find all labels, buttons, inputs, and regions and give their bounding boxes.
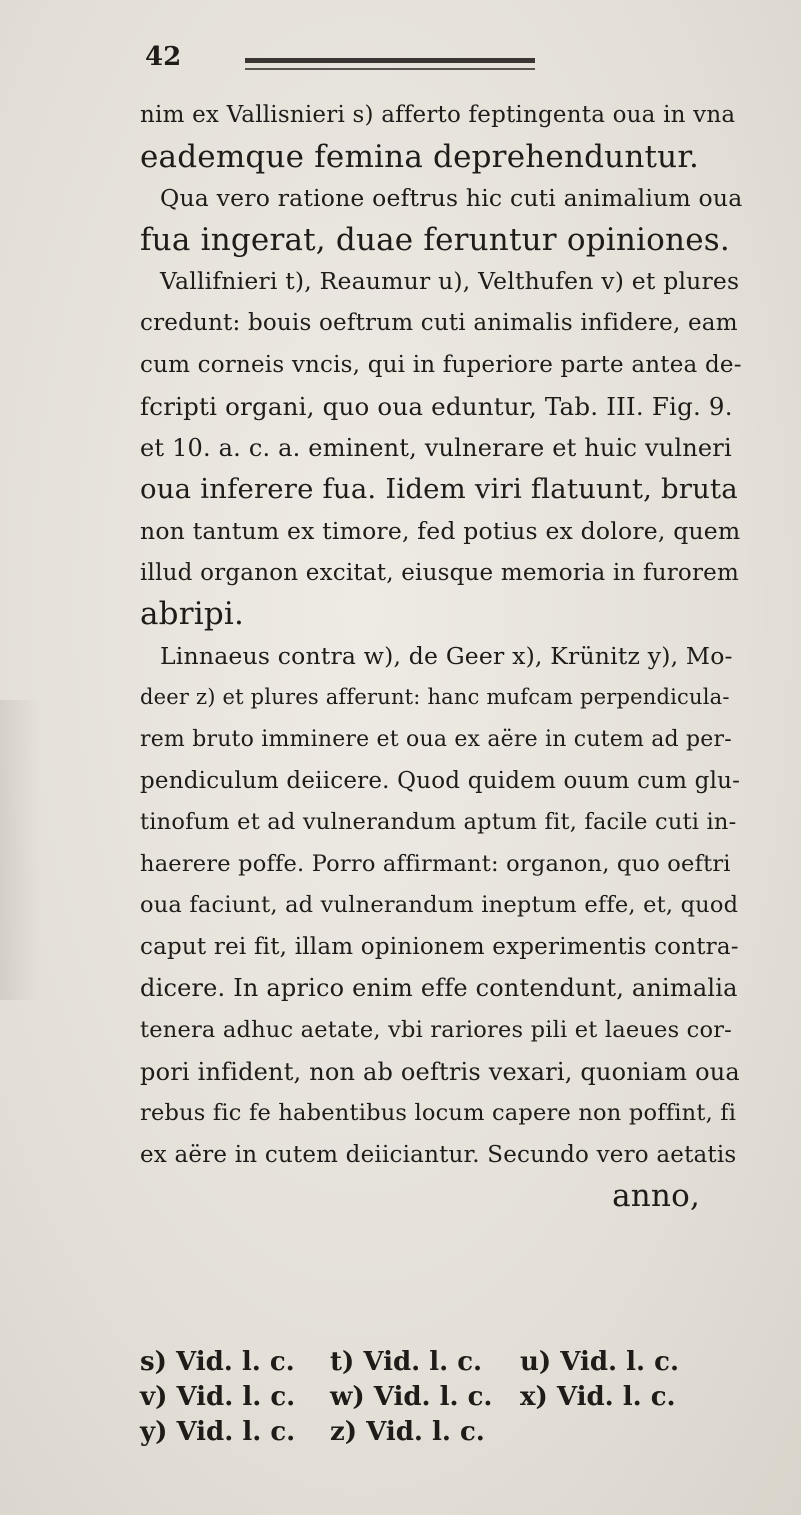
text-line: oua inferere fua. Iidem viri flatuunt, bruta: [140, 473, 738, 506]
footnote: y) Vid. l. c.: [140, 1417, 296, 1447]
text-line: fua ingerat, duae feruntur opiniones.: [140, 221, 730, 258]
header-ornament-rule-thin: [245, 68, 535, 70]
footnote-row: [140, 1415, 740, 1450]
body-text: [140, 95, 743, 1218]
text-line: cum corneis vncis, qui in fuperiore parte antea de-: [140, 351, 742, 378]
text-line: et 10. a. c. a. eminent, vulnerare et huic vulneri: [140, 433, 732, 462]
text-line: rem bruto imminere et oua ex aëre in cutem ad per-: [140, 726, 732, 752]
text-line: pendiculum deiicere. Quod quidem ouum cum glu-: [140, 767, 741, 794]
footnotes: [140, 1345, 740, 1450]
text-line: eademque femina deprehenduntur.: [140, 138, 699, 175]
text-line: tinofum et ad vulnerandum aptum fit, facile cuti in-: [140, 809, 737, 836]
text-line: ex aëre in cutem deiiciantur. Secundo vero aetatis: [140, 1141, 737, 1168]
footnote: u) Vid. l. c.: [520, 1347, 679, 1377]
footnote: s) Vid. l. c.: [140, 1347, 295, 1377]
text-line: fcripti organi, quo oua eduntur, Tab. III. Fig. 9.: [140, 392, 733, 422]
footnote: x) Vid. l. c.: [520, 1382, 676, 1412]
footnote: w) Vid. l. c.: [330, 1382, 493, 1412]
text-line: tenera adhuc aetate, vbi rariores pili et laeues cor-: [140, 1017, 732, 1044]
catchword: anno,: [612, 1178, 700, 1215]
text-line: credunt: bouis oeftrum cuti animalis infidere, eam: [140, 309, 738, 336]
text-line: caput rei fit, illam opinionem experimentis contra-: [140, 933, 739, 960]
text-line: abripi.: [140, 596, 245, 633]
page-edge-shadow: [0, 700, 40, 1000]
text-line: nim ex Vallisnieri s) afferto feptingenta oua in vna: [140, 102, 736, 128]
text-line: non tantum ex timore, fed potius ex dolore, quem: [140, 516, 741, 545]
text-line: illud organon excitat, eiusque memoria in furorem: [140, 559, 739, 586]
footnote-row: [140, 1345, 740, 1380]
text-line: dicere. In aprico enim effe contendunt, animalia: [140, 974, 738, 1003]
header-ornament-rule: [245, 58, 535, 63]
text-line: oua faciunt, ad vulnerandum ineptum effe, et, quod: [140, 892, 739, 919]
text-line: rebus fic fe habentibus locum capere non poffint, fi: [140, 1100, 737, 1127]
footnote: t) Vid. l. c.: [330, 1347, 483, 1377]
text-line: Qua vero ratione oeftrus hic cuti animalium oua: [160, 184, 743, 213]
text-line: deer z) et plures afferunt: hanc mufcam perpendicula-: [140, 685, 730, 710]
footnote-row: [140, 1380, 740, 1415]
footnote: z) Vid. l. c.: [330, 1417, 485, 1447]
text-line: Vallifnieri t), Reaumur u), Velthufen v) et plures: [160, 267, 740, 296]
footnote: v) Vid. l. c.: [140, 1382, 296, 1412]
text-line: pori infident, non ab oeftris vexari, quoniam oua: [140, 1057, 740, 1086]
text-line: haerere poffe. Porro affirmant: organon, quo oeftri: [140, 850, 731, 877]
text-line: Linnaeus contra w), de Geer x), Krünitz y), Mo-: [160, 641, 733, 670]
page-number: 42: [145, 42, 182, 72]
